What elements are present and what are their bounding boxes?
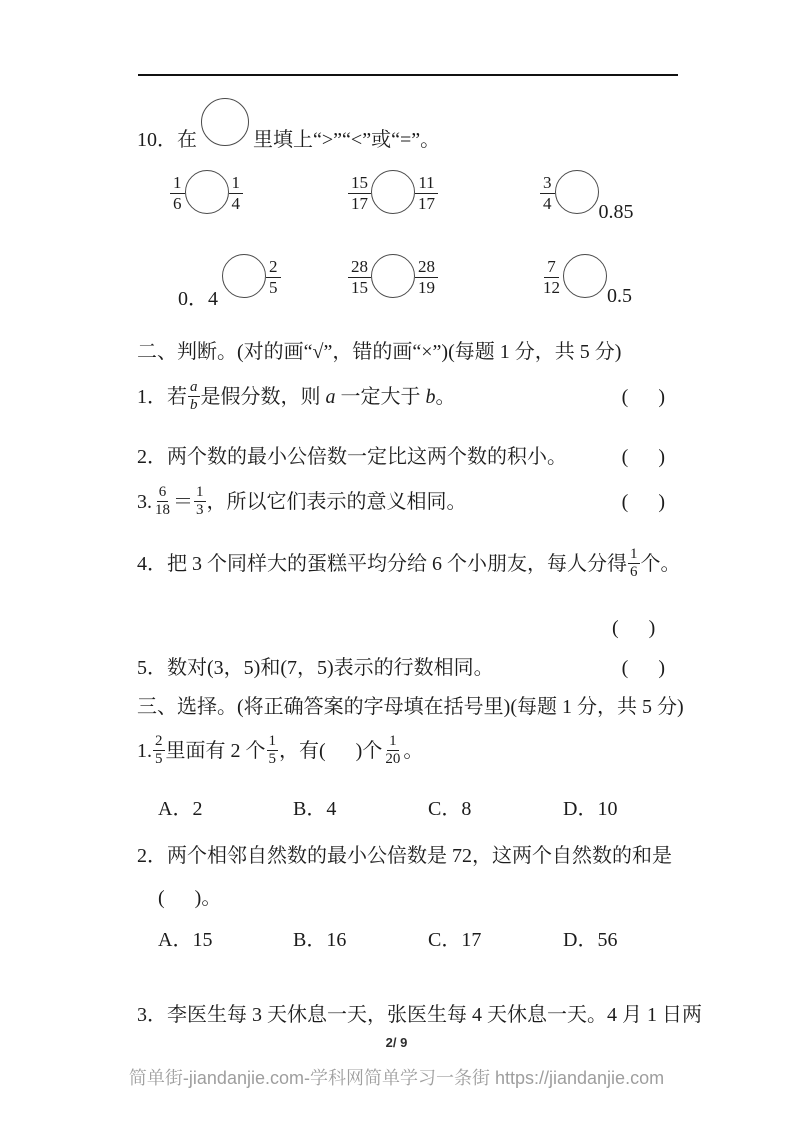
option-c: C．17 bbox=[428, 929, 482, 951]
decimal-value: 0.85 bbox=[598, 201, 634, 223]
fraction: $\frac{1}{6}$ bbox=[630, 546, 638, 581]
answer-circle bbox=[371, 254, 415, 298]
fraction: $\frac{6}{18}$ bbox=[155, 484, 170, 519]
choice-item-2: 2．两个相邻自然数的最小公倍数是 72，这两个自然数的和是 bbox=[137, 845, 672, 867]
decimal-value: 0.5 bbox=[607, 285, 632, 307]
choice-2-options bbox=[0, 926, 793, 956]
answer-bracket: ( ) bbox=[621, 446, 665, 468]
q10-suffix: 里填上“>”“<”或“=”。 bbox=[253, 129, 441, 151]
answer-bracket: ( ) bbox=[621, 490, 665, 513]
fraction: $\frac{1}{20}$ bbox=[385, 733, 401, 768]
option-d: D．56 bbox=[563, 929, 618, 951]
option-b: B．4 bbox=[293, 798, 337, 820]
answer-circle bbox=[201, 98, 249, 146]
answer-circle bbox=[555, 170, 599, 214]
fraction: $\frac{2}{5}$ bbox=[155, 733, 163, 768]
choice-item-3: 3．李医生每 3 天休息一天，张医生每 4 天休息一天。4 月 1 日两 bbox=[137, 1004, 702, 1026]
option-a: A．15 bbox=[158, 929, 213, 951]
judge-item-2: 2．两个数的最小公倍数一定比这两个数的积小。 ( ) bbox=[137, 443, 665, 471]
answer-circle bbox=[185, 170, 229, 214]
answer-circle bbox=[563, 254, 607, 298]
comparison-4 bbox=[178, 254, 281, 313]
judge-item-3: 3. $\frac{6}{18}$ ＝ $\frac{1}{3}$ ，所以它们表示的意义相同。 ( ) bbox=[137, 484, 665, 519]
option-b: B．16 bbox=[293, 929, 347, 951]
fraction: $\frac{a}{b}$ bbox=[190, 379, 198, 414]
fraction: $\frac{1}{4}$ bbox=[229, 173, 244, 215]
comparison-6 bbox=[540, 254, 632, 310]
answer-bracket: ( ) bbox=[621, 657, 665, 679]
decimal-value: 0．4 bbox=[178, 288, 218, 310]
fraction: $\frac{3}{4}$ bbox=[540, 173, 555, 215]
choice-1-options bbox=[0, 795, 793, 825]
fraction: $\frac{11}{17}$ bbox=[415, 173, 438, 215]
answer-bracket: ( ) bbox=[621, 385, 665, 408]
judge-item-4: 4．把 3 个同样大的蛋糕平均分给 6 个小朋友，每人分得 $\frac{1}{6}$ 个。 bbox=[137, 546, 681, 581]
comparison-5 bbox=[348, 254, 438, 299]
answer-circle bbox=[222, 254, 266, 298]
fraction: $\frac{7}{12}$ bbox=[543, 257, 560, 298]
fraction: $\frac{28}{19}$ bbox=[415, 257, 438, 299]
question-10-header bbox=[137, 99, 440, 154]
judge-item-5: 5．数对(3，5)和(7，5)表示的行数相同。 ( ) bbox=[137, 654, 665, 682]
choice-2-bracket: ( )。 bbox=[158, 887, 222, 909]
comparison-1 bbox=[170, 170, 243, 215]
page-number: 2/ 9 bbox=[385, 1035, 408, 1050]
judge-item-1: 1．若 $\frac{a}{b}$ 是假分数，则 a 一定大于 b 。 ( ) bbox=[137, 379, 665, 414]
answer-circle bbox=[371, 170, 415, 214]
fraction: $\frac{15}{17}$ bbox=[348, 173, 371, 215]
choice-item-1: 1. $\frac{2}{5}$ 里面有 2 个 $\frac{1}{5}$ ，有( )个 $\frac{1}{20}$ 。 bbox=[137, 733, 424, 768]
fraction: $\frac{2}{5}$ bbox=[266, 257, 281, 299]
comparison-grid bbox=[137, 170, 693, 336]
option-a: A．2 bbox=[158, 798, 203, 820]
option-c: C．8 bbox=[428, 798, 472, 820]
fraction: $\frac{28}{15}$ bbox=[348, 257, 371, 299]
answer-bracket: ( ) bbox=[612, 617, 656, 639]
footer-watermark[interactable]: 简单街-jiandanjie.com-学科网简单学习一条街 https://jiandanjie.com bbox=[128, 1068, 665, 1088]
header-divider bbox=[138, 74, 678, 76]
comparison-3 bbox=[540, 170, 634, 226]
section-2-title: 二、判断。(对的画“√”，错的画“×”)(每题 1 分，共 5 分) bbox=[137, 341, 622, 363]
comparison-2 bbox=[348, 170, 438, 215]
fraction: $\frac{1}{3}$ bbox=[196, 484, 204, 519]
section-3-title: 三、选择。(将正确答案的字母填在括号里)(每题 1 分，共 5 分) bbox=[137, 696, 684, 718]
option-d: D．10 bbox=[563, 798, 618, 820]
q10-label: 10．在 bbox=[137, 129, 197, 151]
fraction: $\frac{1}{5}$ bbox=[268, 733, 276, 768]
fraction: $\frac{1}{6}$ bbox=[170, 173, 185, 215]
